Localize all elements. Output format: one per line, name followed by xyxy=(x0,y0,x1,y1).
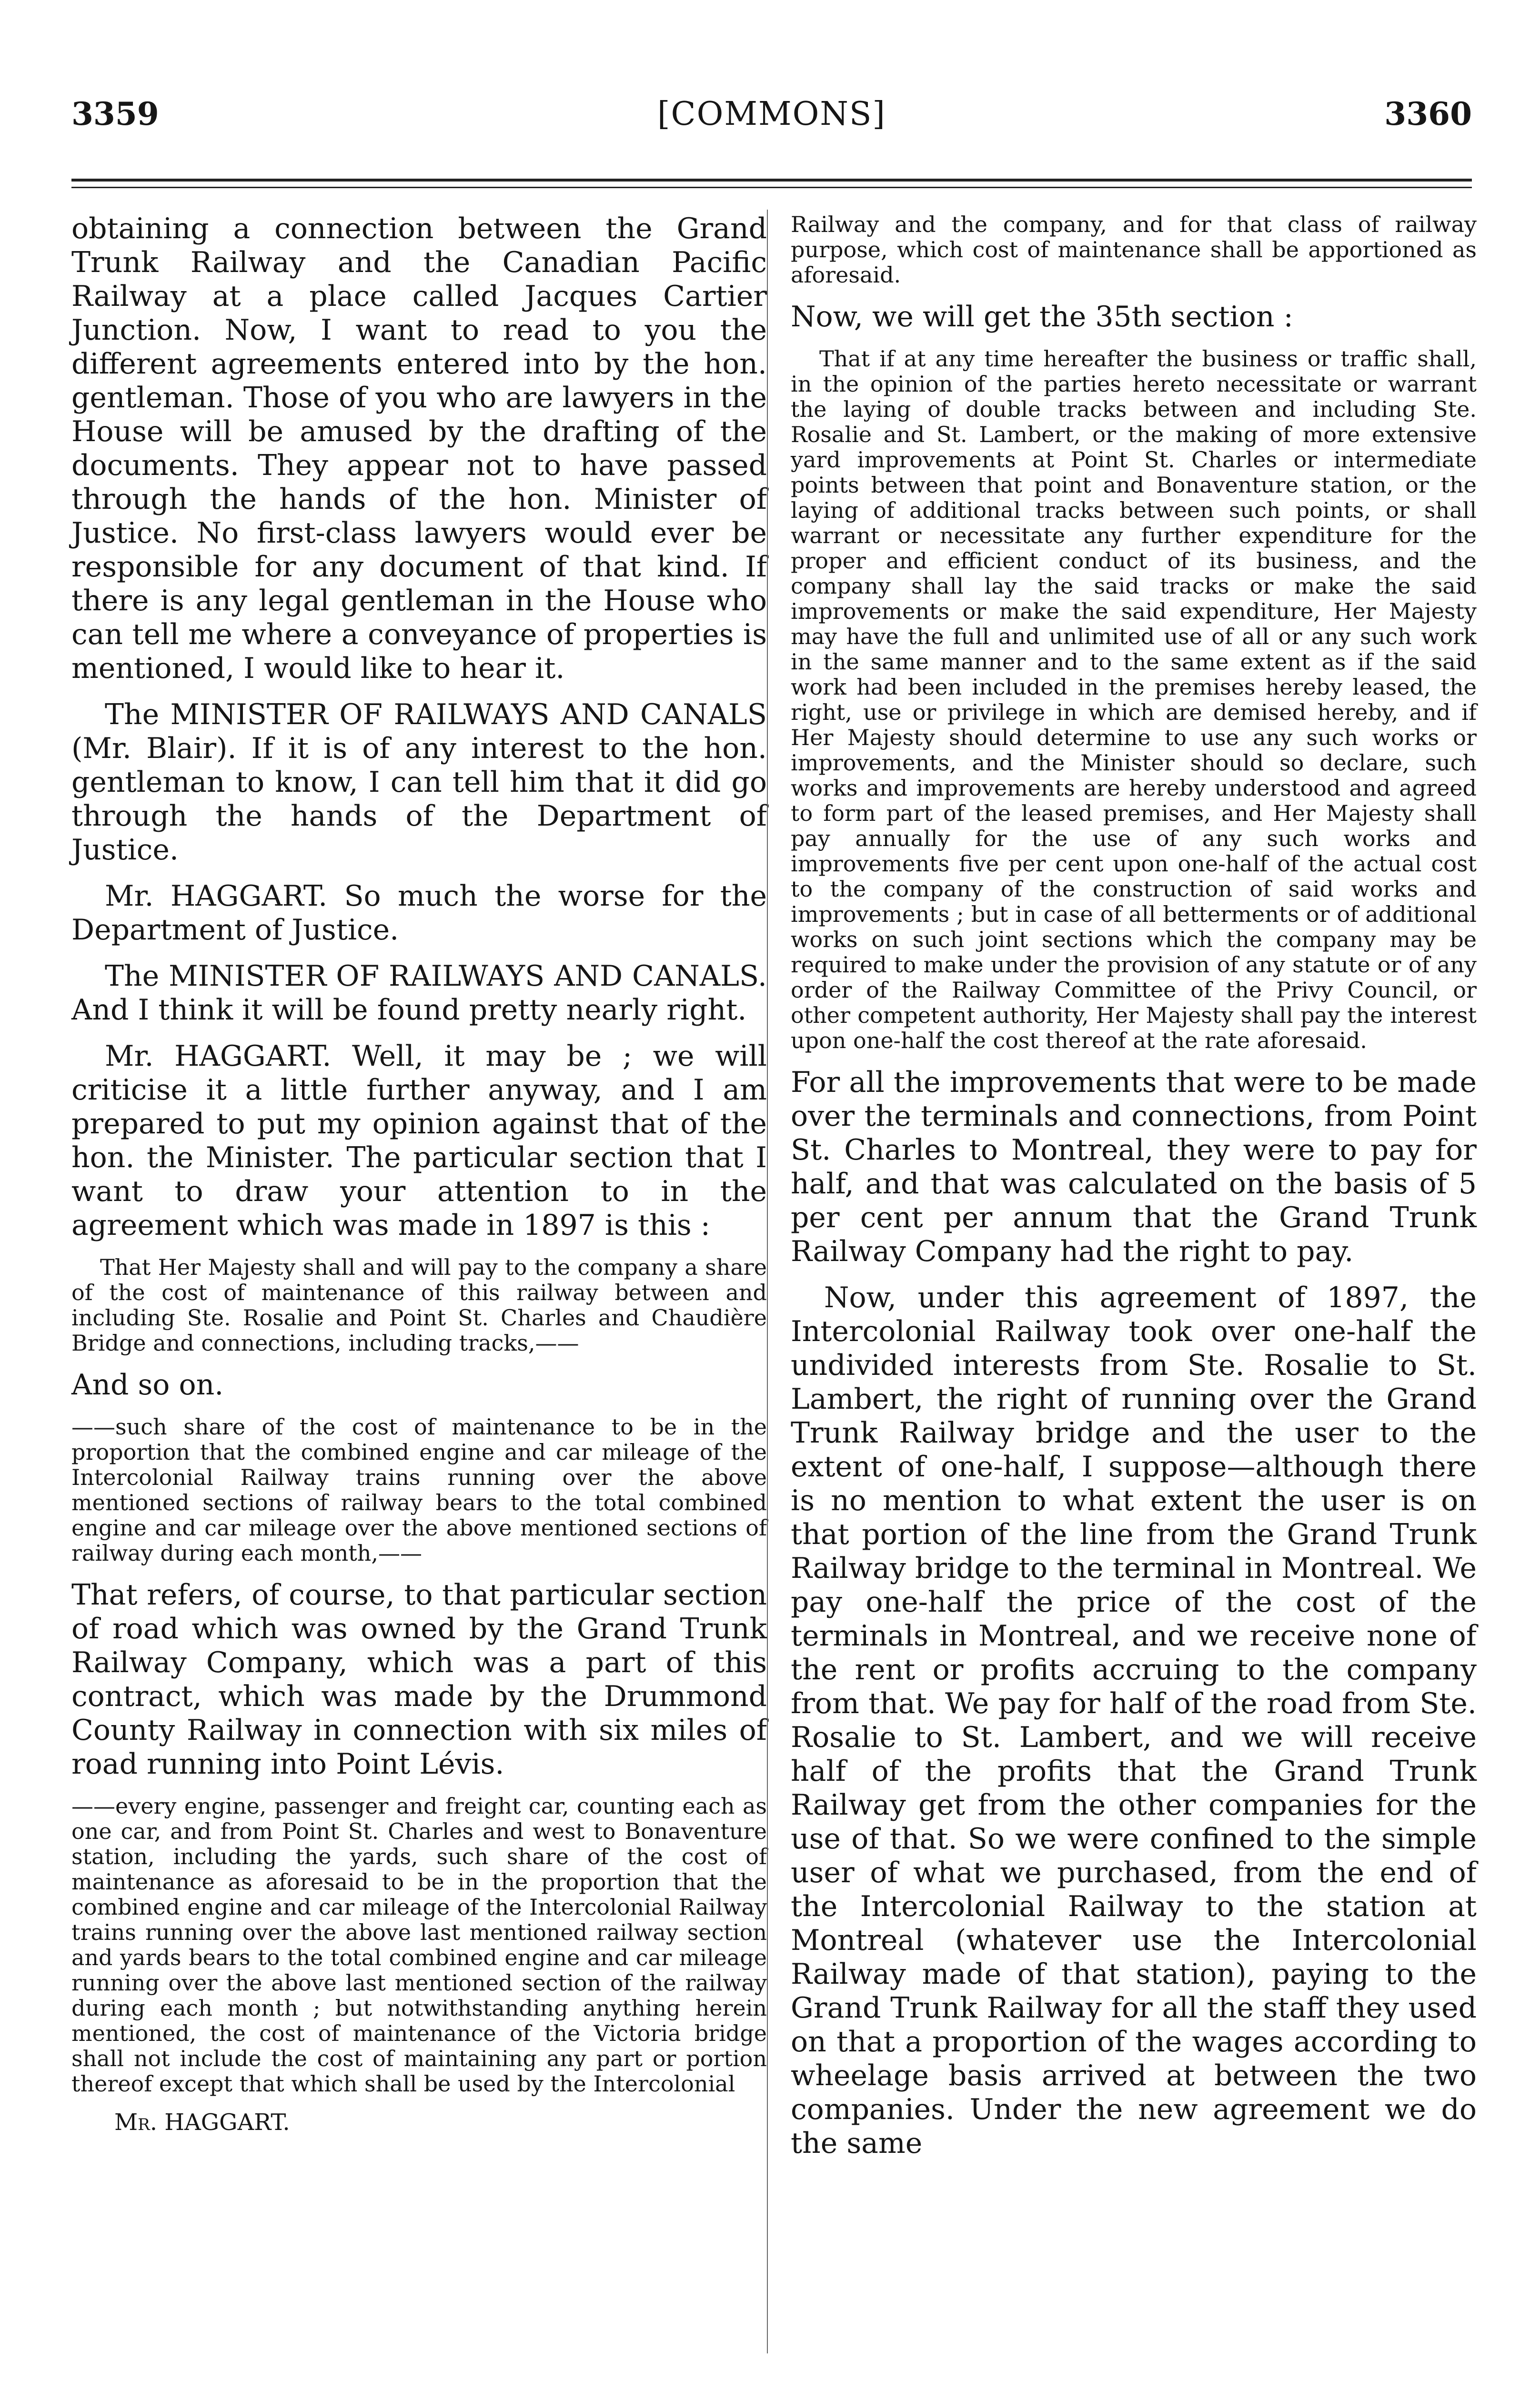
paragraph: That refers, of course, to that particular section of road which was owned by the Grand Trunk Railway Company, which was a part of this contract, which was made by the Drummond County Railway in connection with six miles of road running into Point Lévis. xyxy=(71,1578,767,1781)
paragraph: Now, we will get the 35th section : xyxy=(791,300,1293,333)
quoted-agreement-1: That Her Majesty shall and will pay to the company a share of the cost of maintenance of this railway between and including Ste. Rosalie and Point St. Charles and Chaudière Bridge and connections, including tracks,—— xyxy=(71,1254,767,1356)
right-column xyxy=(791,212,1477,2173)
paragraph: For all the improvements that were to be made over the terminals and connections, from Point St. Charles to Montreal, they were to pay for half, and that was calculated on the basis of 5 per cent per annum that the Grand Trunk Railway Company had the right to pay. xyxy=(791,1066,1477,1268)
paragraph-minister-1: The MINISTER OF RAILWAYS AND CANALS (Mr. Blair). If it is of any interest to the hon. gentleman to know, I can tell him that it did go through the hands of the Department of Justice. xyxy=(71,698,767,867)
speaker-footer: Mr. HAGGART. xyxy=(114,2109,290,2136)
quoted-agreement-continued: Railway and the company, and for that class of railway purpose, which cost of maintenance shall be apportioned as aforesaid. xyxy=(791,212,1477,288)
paragraph-haggart-2: Mr. HAGGART. Well, it may be ; we will criticise it a little further anyway, and I am prepared to put my opinion against that of the hon. the Minister. The particular section that I want to draw your attention to in the agreement which was made in 1897 is this : xyxy=(71,1040,767,1242)
page-number-right: 3360 xyxy=(1384,95,1472,132)
page-number-left: 3359 xyxy=(71,95,159,132)
column-divider xyxy=(767,210,768,2353)
paragraph: obtaining a connection between the Grand Trunk Railway and the Canadian Pacific Railway at a place called Jacques Cartier Junction. Now, I want to read to you the different agreements entered into by the hon. gentleman. Those of you who are lawyers in the House will be amused by the drafting of the documents. They appear not to have passed through the hands of the hon. Minister of Justice. No first-class lawyers would ever be responsible for any document of that kind. If there is any legal gentleman in the House who can tell me where a conveyance of properties is mentioned, I would like to hear it. xyxy=(71,212,767,685)
page-header xyxy=(71,95,1472,148)
quoted-agreement-3: ——every engine, passenger and freight car, counting each as one car, and from Point St. Charles and west to Bonaventure station, including the yards, such share of the cost of maintenance as aforesaid to be in the proportion that the combined engine and car mileage of the Intercolonial Railway trains running over the above last mentioned railway section and yards bears to the total combined engine and car mileage running over the above last mentioned section of the railway during each month ; but notwithstanding anything herein mentioned, the cost of maintenance of the Victoria bridge shall not include the cost of maintaining any part or portion thereof except that which shall be used by the Intercolonial xyxy=(71,1793,767,2097)
quoted-agreement-2: ——such share of the cost of maintenance to be in the proportion that the combined engine and car mileage of the Intercolonial Railway trains running over the above mentioned sections of railway bears to the total combined engine and car mileage over the above mentioned sections of railway during each month,—— xyxy=(71,1414,767,1566)
header-rule-thick xyxy=(71,179,1472,182)
paragraph: And so on. xyxy=(71,1368,224,1402)
header-rule-thin xyxy=(71,187,1472,188)
paragraph: Now, under this agreement of 1897, the Intercolonial Railway took over one-half the undivided interests from Ste. Rosalie to St. Lambert, the right of running over the Grand Trunk Railway bridge and the user to the extent of one-half, I suppose—although there is no mention to what extent the user is on that portion of the line from the Grand Trunk Railway bridge to the terminal in Montreal. We pay one-half the price of the cost of the terminals in Montreal, and we receive none of the rent or profits accruing to the company from that. We pay for half of the road from Ste. Rosalie to St. Lambert, and we will receive half of the profits that the Grand Trunk Railway get from the other companies for the use of that. So we were confined to the simple user of what we purchased, from the end of the Intercolonial Railway to the station at Montreal (whatever use the Intercolonial Railway made of that station), paying to the Grand Trunk Railway for all the staff they used on that a proportion of the wages according to wheelage basis arrived at between the two companies. Under the new agreement we do the same xyxy=(791,1281,1477,2160)
paragraph-haggart-1: Mr. HAGGART. So much the worse for the Department of Justice. xyxy=(71,879,767,947)
running-title: [COMMONS] xyxy=(657,95,886,133)
quoted-section-35: That if at any time hereafter the business or traffic shall, in the opinion of the parties hereto necessitate or warrant the laying of double tracks between and including Ste. Rosalie and St. Lambert, or the making of more extensive yard improvements at Point St. Charles or intermediate points between that point and Bonaventure station, or the laying of additional tracks between such points, or shall warrant or necessitate any further expenditure for the proper and efficient conduct of its business, and the company shall lay the said tracks or make the said improvements or make the said expenditure, Her Majesty may have the full and unlimited use of all or any such work in the same manner and to the same extent as if the said work had been included in the premises hereby leased, the right, use or privilege in which are demised hereby, and if Her Majesty should determine to use any such works or improvements, and the Minister should so declare, such works and improvements are hereby understood and agreed to form part of the leased premises, and Her Majesty shall pay annually for the use of any such works and improvements five per cent upon one-half of the actual cost to the company of the construction of said works and improvements ; but in case of all betterments or of additional works on such joint sections which the company may be required to make under the provision of any statute or of any order of the Railway Committee of the Privy Council, or other competent authority, Her Majesty shall pay the interest upon one-half the cost thereof at the rate aforesaid. xyxy=(791,346,1477,1053)
left-column xyxy=(71,212,767,2136)
paragraph-minister-2: The MINISTER OF RAILWAYS AND CANALS. And I think it will be found pretty nearly right. xyxy=(71,959,767,1027)
